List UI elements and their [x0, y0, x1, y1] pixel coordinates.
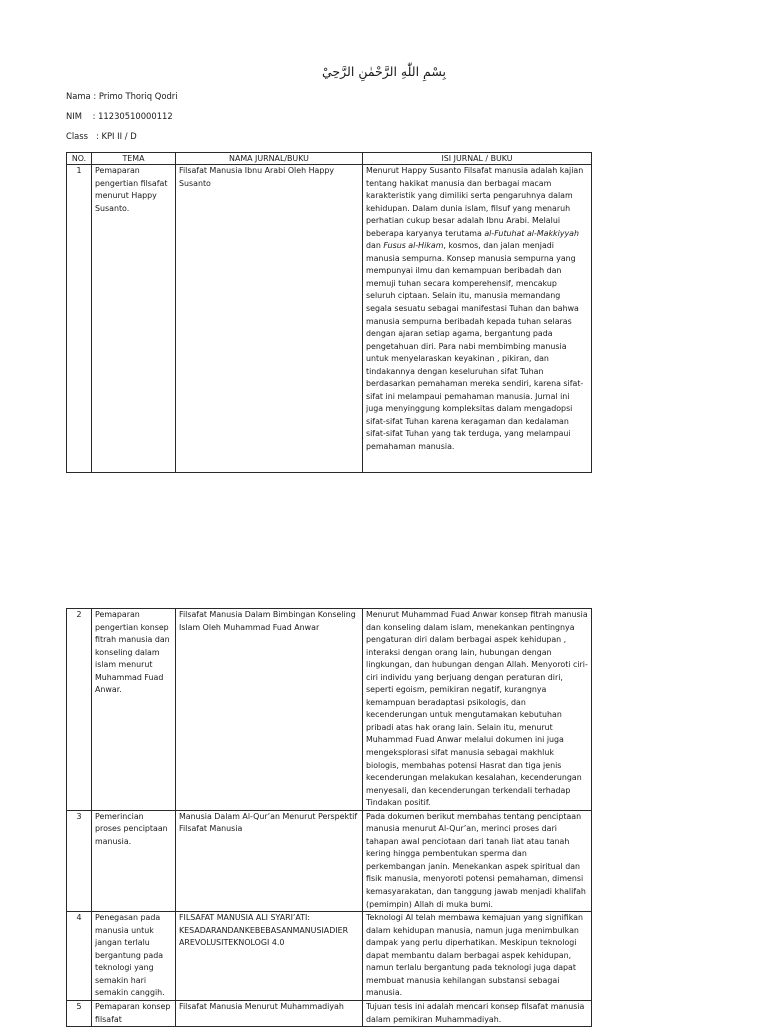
isi-text-segment: , kosmos, dan jalan menjadi manusia sempurna. Konsep manusia sempurna yang mempunyai ilmu dan kemampuan beribadah dan memuji tuhan secara komperehensif, mencakup seluruh ciptaan. Selain itu, manusia memandang segala sesuatu sebagai manifestasi Tuhan dan bahwa manusia sempurna beribadah kepada tuhan selaras dengan ajaran setiap agama, bergantung pada pengetahuan diri. Para nabi membimbing manusia untuk menyelaraskan keyakinan , pikiran, dan tindakannya dengan keseluruhan sifat Tuhan berdasarkan pemahaman mereka sendiri, karena sifat-sifat ini melampaui pemahaman manusia. Jurnal ini juga menyinggung kompleksitas dalam mengadopsi sifat-sifat Tuhan karena keragaman dan kedalaman sifat-sifat Tuhan yang tak terduga, yang melampaui pemahaman manusia.	[366, 241, 584, 452]
table-row	[67, 810, 592, 911]
row-number: 1	[67, 165, 92, 473]
isi-italic-title: al-Futuhat al-Makkiyyah	[484, 228, 579, 238]
student-name: Nama : Primo Thoriq Qodri	[66, 91, 178, 101]
row-tema: Pemaparan pengertian filsafat menurut Happy Susanto.	[92, 165, 176, 473]
row-nama-jurnal: Filsafat Manusia Dalam Bimbingan Konseling Islam Oleh Muhammad Fuad Anwar	[176, 609, 363, 811]
row-isi-jurnal: Teknologi AI telah membawa kemajuan yang signifikan dalam kehidupan manusia, namun juga menimbulkan dampak yang perlu diperhatikan. Meskipun teknologi dapat membantu dalam berbagai aspek kehidupan, namun terlalu bergantung pada teknologi juga dapat membuat manusia kehilangan substansi sebagai manusia.	[363, 912, 592, 1001]
isi-text-segment: dan	[366, 241, 384, 251]
journal-table-part-1	[66, 152, 592, 473]
student-class: Class : KPI II / D	[66, 131, 137, 141]
row-nama-jurnal: Filsafat Manusia Ibnu Arabi Oleh Happy Susanto	[176, 165, 363, 473]
row-number: 2	[67, 609, 92, 811]
table-row	[67, 165, 592, 473]
column-header-isi-jurnal: ISI JURNAL / BUKU	[363, 153, 592, 165]
column-header-tema: TEMA	[92, 153, 176, 165]
student-nim: NIM : 11230510000112	[66, 111, 173, 121]
column-header-nama-jurnal: NAMA JURNAL/BUKU	[176, 153, 363, 165]
isi-text-segment: Menurut Happy Susanto Filsafat manusia adalah kajian tentang hakikat manusia dan berbagai macam karakteristik yang dimiliki serta pengaruhnya dalam kehidupan. Dalam dunia islam, filsuf yang menaruh perhatian cukup besar adalah Ibnu Arabi. Melalui beberapa karyanya terutama	[366, 166, 584, 238]
isi-italic-title: Fusus al-Hikam	[383, 241, 444, 251]
row-tema: Pemaparan pengertian konsep fitrah manusia dan konseling dalam islam menurut Muhammad Fuad Anwar.	[92, 609, 176, 811]
bismillah-heading: بِسْمِ اللّٰهِ الرَّحْمٰنِ الرَّحِيْ	[322, 64, 446, 79]
row-isi-jurnal: Pada dokumen berikut membahas tentang penciptaan manusia menurut Al-Qur’an, merinci proses dari tahapan awal penciotaan dari tanah liat atau tanah kering hingga pembentukan sperma dan perkembangan janin. Menekankan aspek spiritual dan fisik manusia, menyoroti potensi pemahaman, dimensi kemasyarakatan, dan tanggung jawab menjadi khalifah (pemimpin) Allah di muka bumi.	[363, 810, 592, 911]
row-tema: Penegasan pada manusia untuk jangan terlalu bergantung pada teknologi yang semakin hari semakin canggih.	[92, 912, 176, 1001]
row-isi-jurnal	[363, 165, 592, 473]
table-header-row	[67, 153, 592, 165]
table-row	[67, 912, 592, 1001]
row-number: 4	[67, 912, 92, 1001]
column-header-no: NO.	[67, 153, 92, 165]
row-tema: Pemaparan konsep filsafat	[92, 1000, 176, 1026]
row-nama-jurnal: FILSAFAT MANUSIA ALI SYARI’ATI: KESADARANDANKEBEBASANMANUSIADIER AREVOLUSITEKNOLOGI 4.0	[176, 912, 363, 1001]
row-nama-jurnal: Filsafat Manusia Menurut Muhammadiyah	[176, 1000, 363, 1026]
row-nama-jurnal: Manusia Dalam Al-Qur’an Menurut Perspektif Filsafat Manusia	[176, 810, 363, 911]
journal-table-part-2	[66, 608, 592, 1027]
row-number: 5	[67, 1000, 92, 1026]
table-row	[67, 609, 592, 811]
row-number: 3	[67, 810, 92, 911]
table-row	[67, 1000, 592, 1026]
row-isi-jurnal: Menurut Muhammad Fuad Anwar konsep fitrah manusia dan konseling dalam islam, menekankan pentingnya pengaturan diri dalam berbagai aspek kehidupan , interaksi dengan orang lain, hubungan dengan lingkungan, dan hubungan dengan Allah. Menyoroti ciri-ciri individu yang berjuang dengan peraturan diri, seperti egoism, pemikiran negatif, kurangnya kemampuan beradaptasi psikologis, dan kecenderungan untuk mengutamakan kebutuhan pribadi atas hak orang lain. Selain itu, menurut Muhammad Fuad Anwar melalui dokumen ini juga mengeksplorasi sifat manusia sebagai makhluk biologis, membahas potensi Hasrat dan tiga jenis kecenderungan melakukan kesalahan, kecenderungan menyesali, dan kecenderungan terkendali terhadap Tindakan positif.	[363, 609, 592, 811]
row-isi-jurnal: Tujuan tesis ini adalah mencari konsep filsafat manusia dalam pemikiran Muhammadiyah.	[363, 1000, 592, 1026]
row-tema: Pemerincian proses penciptaan manusia.	[92, 810, 176, 911]
